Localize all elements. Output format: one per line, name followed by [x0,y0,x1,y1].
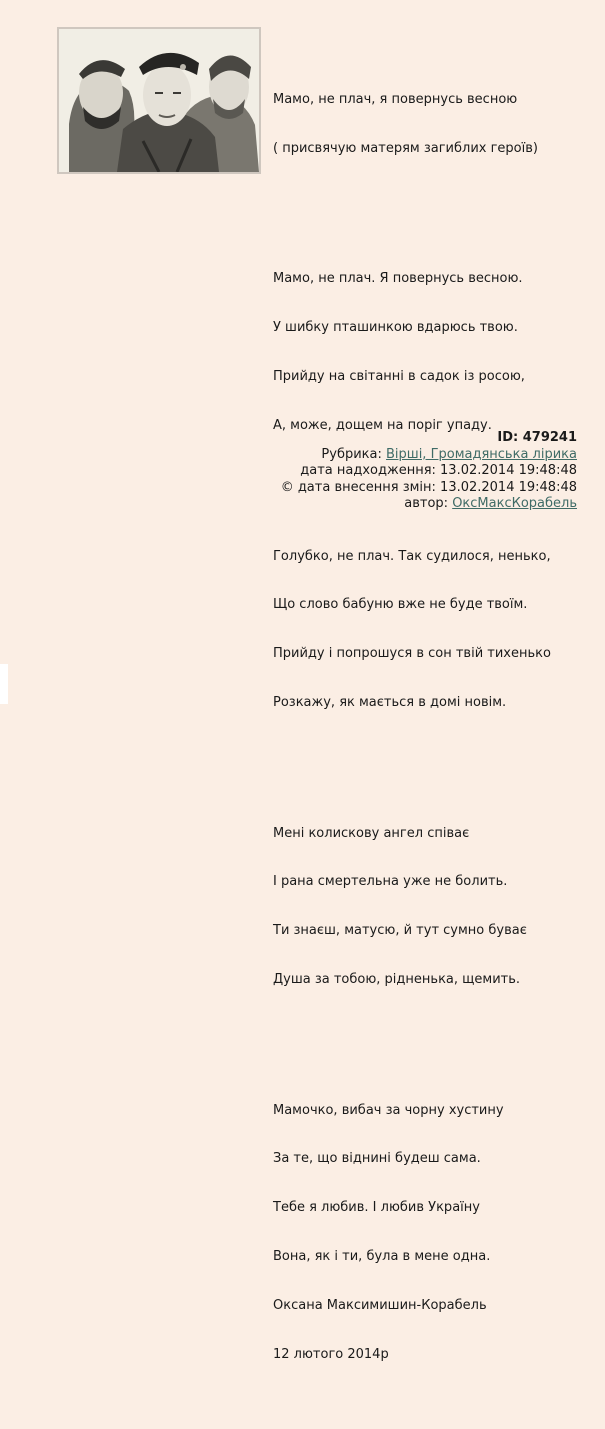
poem-line: Розкажу, як мається в домі новім. [273,695,507,711]
poem-author-signature: Оксана Максимишин-Корабель [273,1298,487,1314]
poem-line: Тебе я любив. І любив Україну [273,1200,480,1216]
poem-line: Прийду на світанні в садок із росою, [273,369,525,385]
poem-stanza [273,516,593,744]
poem-line: Душа за тобою, рідненька, щемить. [273,972,521,988]
page-edge-strip [0,664,8,704]
portrait-illustration-icon [57,27,261,174]
poem-line: І рана смертельна уже не болить. [273,874,508,890]
poem-line: Що слово бабуню вже не буде твоїм. [273,597,528,613]
poem-heading [273,60,593,190]
poem-line: А, може, дощем на поріг упаду. [273,418,492,434]
poem-date: 12 лютого 2014р [273,1347,389,1363]
poem-line: Мамочко, вибач за чорну хустину [273,1102,504,1118]
poem-line: Мені колискову ангел співає [273,825,470,841]
rubric-row [281,447,577,464]
poem-line: У шибку пташинкою вдарюсь твою. [273,320,518,336]
author-label: автор: [404,496,453,511]
poem-line: Ти знаєш, матусю, й тут сумно буває [273,923,527,939]
poem-meta [281,430,577,513]
author-link[interactable]: ОксМаксКорабель [452,496,577,511]
rubric-label: Рубрика: [321,446,387,462]
poem-line: Прийду і попрошуся в сон твій тихенько [273,646,551,662]
poem-stanza [273,1070,593,1396]
poem-line: Мамо, не плач. Я повернусь весною. [273,271,523,287]
poem-dedication: ( присвячую матерям загиблих героїв) [273,141,538,157]
poem-line: За те, що віднині будеш сама. [273,1151,481,1167]
modified-date: © дата внесення змін: 13.02.2014 19:48:48 [280,479,577,495]
poem-line: Голубко, не плач. Так судилося, ненько, [273,548,551,564]
poem-id: ID: 479241 [497,430,577,445]
poem-line: Вона, як і ти, була в мене одна. [273,1249,491,1265]
poem-stanza [273,793,593,1021]
poem-title: Мамо, не плач, я повернусь весною [273,92,518,108]
poem [273,27,593,1429]
received-date: дата надходження: 13.02.2014 19:48:48 [300,463,577,478]
author-row [281,496,577,513]
rubric-link[interactable]: Вірші, Громадянська лірика [386,446,577,462]
